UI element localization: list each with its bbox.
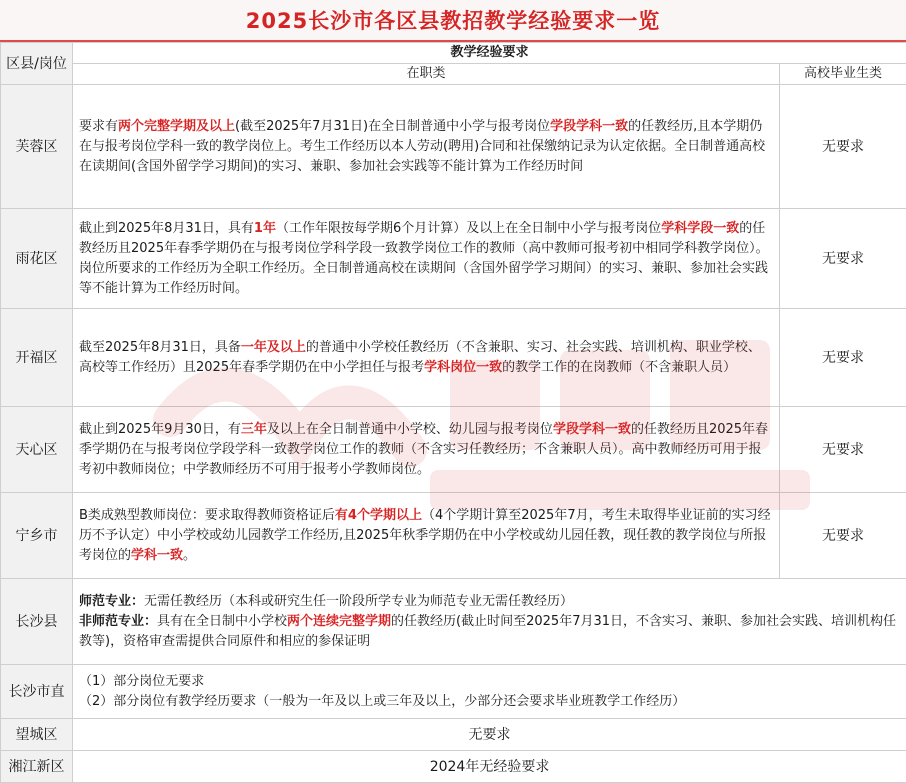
district-cell: 湘江新区 (1, 751, 73, 783)
header-experience: 教学经验要求 (73, 43, 906, 64)
table-row (1, 719, 906, 751)
district-cell: 开福区 (1, 309, 73, 407)
employed-requirement: 要求有两个完整学期及以上(截至2025年7月31日)在全日制普通中小学与报考岗位学段学科一致的任教经历,且本学期仍在与报考岗位学科一致的教学岗位上。考生工作经历以本人劳动(聘用)合同和社保缴纳记录为认定依据。全日制普通高校在读期间(含国外留学学习期间)的实习、兼职、参加社会实践等不能计算为工作经历时间 (73, 85, 780, 209)
district-cell: 芙蓉区 (1, 85, 73, 209)
wangcheng-requirement: 无要求 (73, 719, 906, 751)
table-row (1, 493, 906, 579)
table-row (1, 665, 906, 719)
header-graduate: 高校毕业生类 (780, 64, 906, 85)
district-cell: 宁乡市 (1, 493, 73, 579)
district-cell: 望城区 (1, 719, 73, 751)
employed-requirement: 截至2025年8月31日，具备一年及以上的普通中小学校任教经历（不含兼职、实习、社会实践、培训机构、职业学校、高校等工作经历）且2025年春季学期仍在中小学担任与报考学科岗位一致的教学工作的在岗教师（不含兼职人员） (73, 309, 780, 407)
graduate-requirement: 无要求 (780, 309, 906, 407)
employed-requirement: 截止到2025年8月31日，具有1年（工作年限按每学期6个月计算）及以上在全日制中小学与报考岗位学科学段一致的任教经历且2025年春季学期仍在与报考岗位学科学段一致教学岗位工作的教师（高中教师可报考初中相同学科教学岗位）。岗位所要求的工作经历为全职工作经历。全日制普通高校在读期间（含国外留学学习期间）的实习、兼职、参加社会实践等不能计算为工作经历时间。 (73, 209, 780, 309)
district-cell: 长沙县 (1, 579, 73, 665)
table-row (1, 85, 906, 209)
header-district: 区县/岗位 (1, 43, 73, 85)
changsha-county-requirement: 师范专业：无需任教经历（本科或研究生任一阶段所学专业为师范专业无需任教经历） 非师范专业：具有在全日制中小学校两个连续完整学期的任教经历(截止时间至2025年7月31日，不含实习、兼职、参加社会实践、培训机构任教等)，资格审查需提供合同原件和相应的参保证明 (73, 579, 906, 665)
table-row (1, 209, 906, 309)
graduate-requirement: 无要求 (780, 85, 906, 209)
graduate-requirement: 无要求 (780, 407, 906, 493)
employed-requirement: 截止到2025年9月30日，有三年及以上在全日制普通中小学校、幼儿园与报考岗位学段学科一致的任教经历且2025年春季学期仍在与报考岗位学段学科一致教学岗位工作的教师（不含实习任教经历；不含兼职人员）。高中教师经历可用于报考初中教师岗位；中学教师经历不可用于报考小学教师岗位。 (73, 407, 780, 493)
employed-requirement: B类成熟型教师岗位：要求取得教师资格证后有4个学期以上（4个学期计算至2025年7月，考生未取得毕业证前的实习经历不予认定）中小学校或幼儿园教学工作经历,且2025年秋季学期仍在中小学校或幼儿园任教，现任教的教学岗位与所报考岗位的学科一致。 (73, 493, 780, 579)
header-employed: 在职类 (73, 64, 780, 85)
graduate-requirement: 无要求 (780, 493, 906, 579)
district-cell: 天心区 (1, 407, 73, 493)
city-direct-requirement: （1）部分岗位无要求 （2）部分岗位有教学经历要求（一般为一年及以上或三年及以上，少部分还会要求毕业班教学工作经历） (73, 665, 906, 719)
table-row (1, 751, 906, 783)
requirements-table (0, 42, 906, 783)
table-row (1, 579, 906, 665)
table-row (1, 407, 906, 493)
district-cell: 长沙市直 (1, 665, 73, 719)
district-cell: 雨花区 (1, 209, 73, 309)
graduate-requirement: 无要求 (780, 209, 906, 309)
page-title: 2025长沙市各区县教招教学经验要求一览 (0, 0, 906, 42)
xiangjiang-requirement: 2024年无经验要求 (73, 751, 906, 783)
table-row (1, 309, 906, 407)
